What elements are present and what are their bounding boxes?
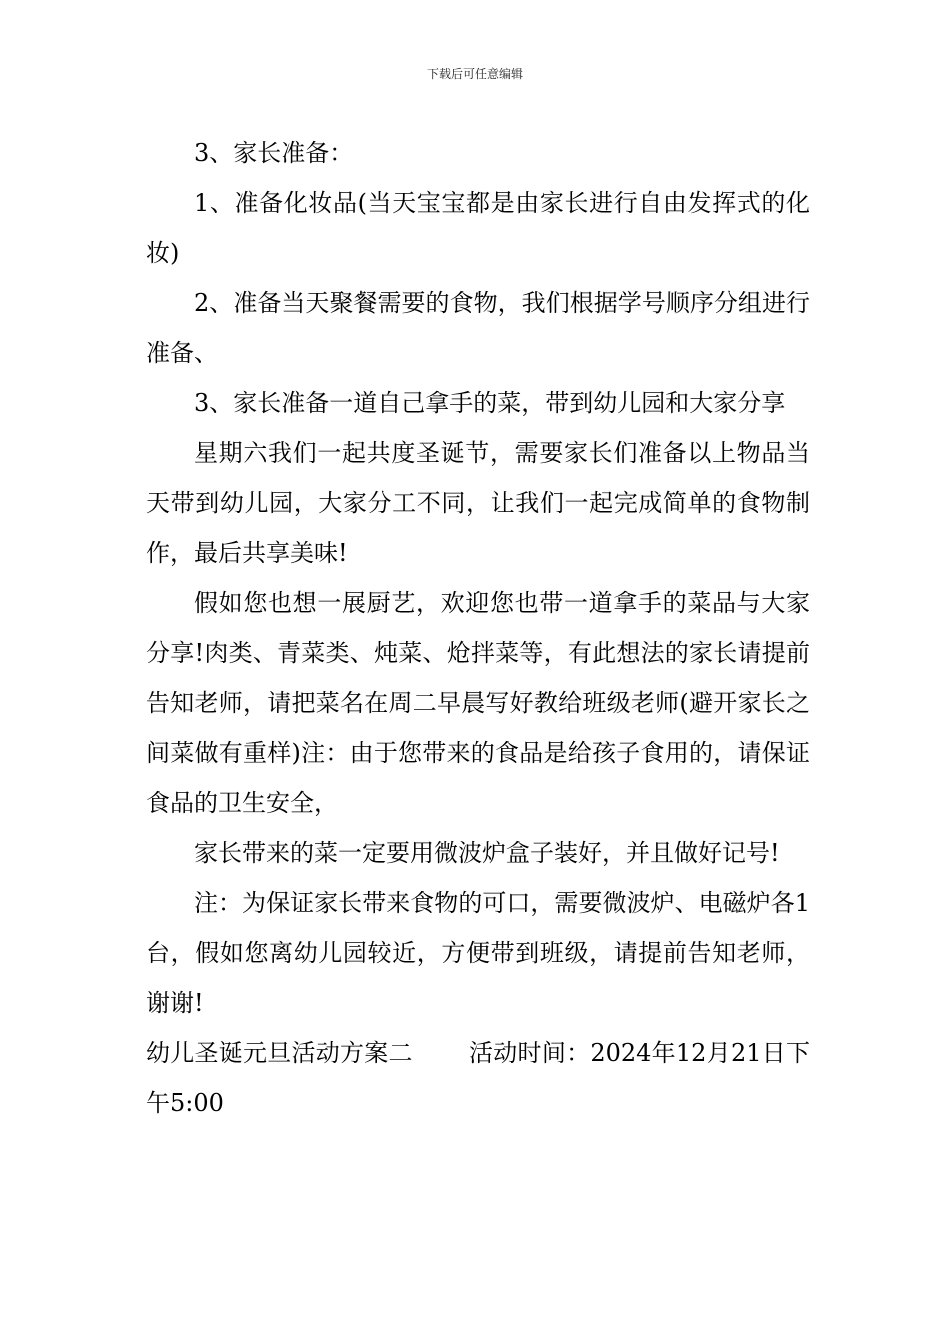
paragraph-microwave-box: 家长带来的菜一定要用微波炉盒子装好，并且做好记号! [194, 839, 780, 867]
plan-two-line [146, 1028, 810, 1128]
paragraph-saturday-christmas: 星期六我们一起共度圣诞节，需要家长们准备以上物品当天带到幼儿园，大家分工不同，让我们一起完成简单的食物制作，最后共享美味! [146, 439, 810, 567]
document-body [146, 128, 810, 1128]
page-header: 下载后可任意编辑 [426, 67, 523, 81]
paragraph-signature-dish: 3、家长准备一道自己拿手的菜，带到幼儿园和大家分享 [194, 389, 786, 417]
paragraph-food: 2、准备当天聚餐需要的食物，我们根据学号顺序分组进行准备、 [146, 289, 810, 367]
paragraph-cosmetics: 1、准备化妆品(当天宝宝都是由家长进行自由发挥式的化妆) [146, 189, 810, 267]
paragraph-cooking-skills: 假如您也想一展厨艺，欢迎您也带一道拿手的菜品与大家分享!肉类、青菜类、炖菜、炝拌菜等，有此想法的家长请提前告知老师，请把菜名在周二早晨写好教给班级老师(避开家长之间菜做有重样)注：由于您带来的食品是给孩子食用的，请保证食品的卫生安全， [146, 589, 810, 817]
paragraph-note-appliances: 注：为保证家长带来食物的可口，需要微波炉、电磁炉各1台，假如您离幼儿园较近，方便带到班级，请提前告知老师，谢谢! [146, 889, 810, 1017]
plan-two-title: 幼儿圣诞元旦活动方案二 [146, 1039, 413, 1067]
paragraph-parent-preparation: 3、家长准备： [194, 139, 354, 167]
plan-two-time: 活动时间：2024年12月21日下午5:00 [146, 1039, 811, 1117]
